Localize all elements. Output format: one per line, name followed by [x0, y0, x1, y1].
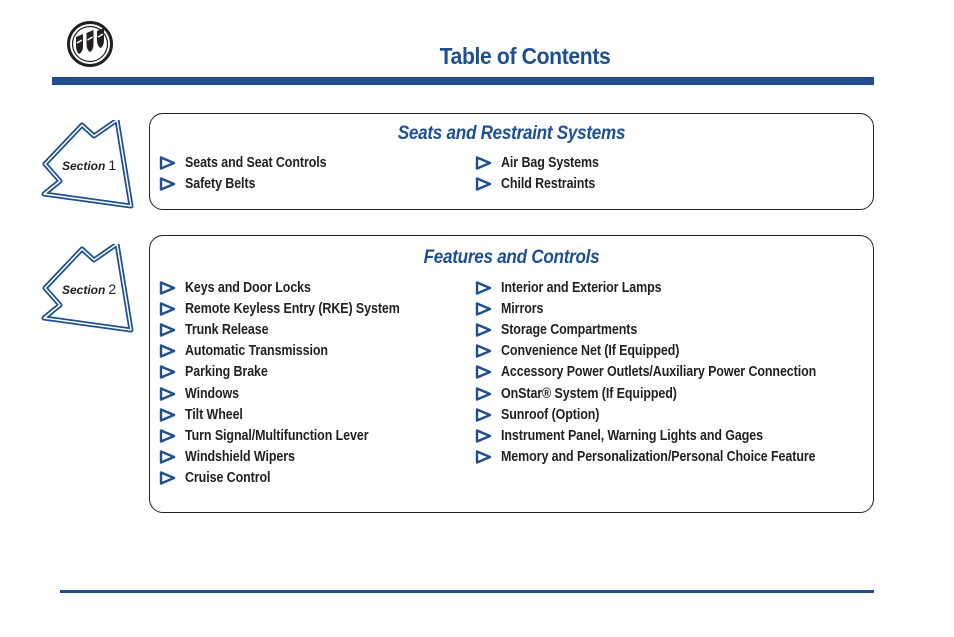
toc-item-label: Child Restraints	[501, 175, 596, 192]
page-title: Table of Contents	[439, 43, 611, 69]
toc-item[interactable]	[159, 404, 435, 425]
section-2-right-list	[475, 277, 867, 468]
triangle-bullet-icon	[475, 450, 492, 464]
toc-item-label: Tilt Wheel	[185, 406, 243, 423]
triangle-bullet-icon	[159, 281, 176, 295]
triangle-bullet-icon	[475, 302, 492, 316]
triangle-bullet-icon	[159, 156, 176, 170]
triangle-bullet-icon	[475, 177, 492, 191]
section-2-left-list	[159, 277, 435, 489]
triangle-bullet-icon	[159, 302, 176, 316]
section-tab-word: Section	[62, 283, 106, 297]
toc-item-label: Interior and Exterior Lamps	[501, 279, 662, 296]
toc-item-label: Turn Signal/Multifunction Lever	[185, 427, 369, 444]
toc-item[interactable]	[159, 298, 435, 319]
section-tab-label	[62, 281, 116, 297]
toc-item[interactable]	[475, 404, 867, 425]
triangle-bullet-icon	[475, 365, 492, 379]
triangle-bullet-icon	[159, 408, 176, 422]
toc-item[interactable]	[475, 425, 867, 446]
toc-item[interactable]	[475, 298, 867, 319]
toc-item-label: Trunk Release	[185, 321, 269, 338]
triangle-bullet-icon	[475, 323, 492, 337]
section-tab-number: 2	[108, 281, 117, 297]
toc-item[interactable]	[475, 173, 615, 194]
toc-item-label: Convenience Net (If Equipped)	[501, 343, 680, 360]
triangle-bullet-icon	[159, 365, 176, 379]
section-1-panel	[149, 113, 874, 210]
toc-item[interactable]	[159, 425, 435, 446]
toc-item-label: Instrument Panel, Warning Lights and Gages	[501, 427, 763, 444]
toc-item[interactable]	[475, 362, 867, 383]
triangle-bullet-icon	[475, 408, 492, 422]
toc-item-label: Seats and Seat Controls	[185, 154, 327, 171]
triangle-bullet-icon	[475, 429, 492, 443]
toc-item[interactable]	[159, 152, 350, 173]
triangle-bullet-icon	[475, 387, 492, 401]
triangle-bullet-icon	[159, 323, 176, 337]
toc-item[interactable]	[159, 447, 435, 468]
section-2-panel	[149, 235, 874, 513]
toc-item-label: OnStar® System (If Equipped)	[501, 385, 677, 402]
toc-item[interactable]	[159, 362, 435, 383]
section-tab-number: 1	[108, 157, 117, 173]
toc-item-label: Remote Keyless Entry (RKE) System	[185, 300, 400, 317]
triangle-bullet-icon	[159, 344, 176, 358]
triangle-bullet-icon	[475, 344, 492, 358]
section-1-left-list	[159, 152, 350, 194]
toc-item[interactable]	[159, 341, 435, 362]
triangle-bullet-icon	[475, 156, 492, 170]
toc-item[interactable]	[159, 383, 435, 404]
toc-item[interactable]	[475, 319, 867, 340]
toc-item-label: Air Bag Systems	[501, 154, 599, 171]
toc-item-label: Mirrors	[501, 300, 544, 317]
toc-item-label: Automatic Transmission	[185, 343, 328, 360]
triangle-bullet-icon	[159, 471, 176, 485]
toc-item[interactable]	[475, 383, 867, 404]
triangle-bullet-icon	[159, 429, 176, 443]
toc-item-label: Sunroof (Option)	[501, 406, 600, 423]
toc-item-label: Keys and Door Locks	[185, 279, 311, 296]
triangle-bullet-icon	[475, 281, 492, 295]
toc-item-label: Storage Compartments	[501, 321, 638, 338]
section-1-right-list	[475, 152, 615, 194]
toc-item-label: Windows	[185, 385, 240, 402]
buick-tri-shield-icon	[66, 21, 114, 67]
section-tab-label	[62, 157, 116, 173]
toc-item[interactable]	[159, 319, 435, 340]
toc-item-label: Cruise Control	[185, 470, 271, 487]
section-2-tab[interactable]	[40, 244, 134, 334]
section-1-tab[interactable]	[40, 120, 134, 210]
toc-item-label: Memory and Personalization/Personal Choice Feature	[501, 449, 816, 466]
title-rule	[52, 77, 874, 85]
toc-item[interactable]	[475, 341, 867, 362]
toc-item-label: Safety Belts	[185, 175, 256, 192]
toc-item-label: Accessory Power Outlets/Auxiliary Power Connection	[501, 364, 817, 381]
toc-item[interactable]	[475, 447, 867, 468]
triangle-bullet-icon	[159, 450, 176, 464]
triangle-bullet-icon	[159, 387, 176, 401]
section-tab-word: Section	[62, 159, 106, 173]
toc-item[interactable]	[159, 173, 350, 194]
triangle-bullet-icon	[159, 177, 176, 191]
toc-item[interactable]	[475, 277, 867, 298]
toc-item[interactable]	[159, 277, 435, 298]
toc-item[interactable]	[159, 468, 435, 489]
toc-item-label: Windshield Wipers	[185, 449, 295, 466]
bottom-rule	[60, 590, 874, 593]
toc-item[interactable]	[475, 152, 615, 173]
section-heading[interactable]: Seats and Restraint Systems	[397, 123, 626, 144]
toc-item-label: Parking Brake	[185, 364, 268, 381]
section-heading[interactable]: Features and Controls	[423, 247, 600, 268]
